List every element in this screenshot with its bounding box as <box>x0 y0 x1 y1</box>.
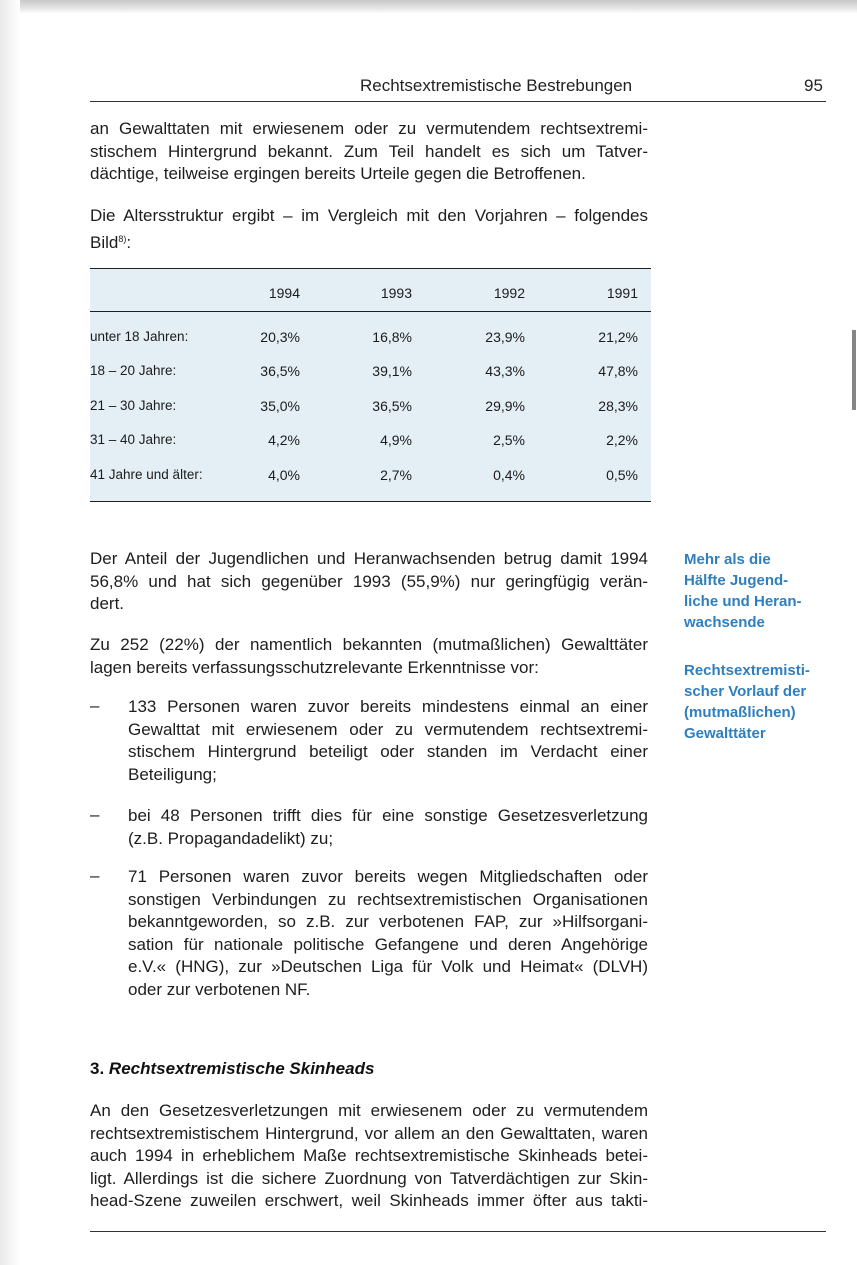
text-line: head-Szene zuweilen erschwert, weil Skinheads immer öfter aus takti- <box>90 1191 648 1210</box>
column-header-1991: 1991 <box>606 285 638 301</box>
table-cell: 21,2% <box>598 329 638 345</box>
list-item <box>128 805 648 850</box>
text-line: sonstigen Verbindungen zu rechtsextremistischen Organisationen <box>128 889 648 909</box>
text-line: 71 Personen waren zuvor bereits wegen Mitgliedschaften oder <box>128 867 648 886</box>
row-label: 41 Jahre und älter: <box>90 467 203 482</box>
section-title: Rechtsextremistische Skinheads <box>108 1059 375 1078</box>
footnote-ref: 8) <box>118 233 127 244</box>
table-cell: 39,1% <box>372 363 412 379</box>
table-cell: 43,3% <box>485 363 525 379</box>
running-title: Rechtsextremistische Bestrebungen <box>360 76 633 95</box>
text-line: 133 Personen waren zuvor bereits mindestens einmal an einer <box>128 697 648 716</box>
header-rule <box>90 101 826 102</box>
table-cell: 4,9% <box>380 432 412 448</box>
scan-shadow-top <box>0 0 857 14</box>
text-line: Beteiligung; <box>128 764 217 784</box>
list-dash: – <box>90 805 100 824</box>
table-cell: 47,8% <box>598 363 638 379</box>
text-line: (z.B. Propagandadelikt) zu; <box>128 828 334 848</box>
scan-edge-mark <box>852 330 856 410</box>
section-number: 3. <box>90 1059 105 1078</box>
section-heading <box>90 1059 374 1079</box>
margin-note-line: Gewalttäter <box>684 725 766 742</box>
skinheads-paragraph <box>90 1100 648 1213</box>
text-line: rechtsextremistischem Hintergrund, vor allem an den Gewalttaten, waren <box>90 1123 648 1143</box>
age-intro-paragraph <box>90 205 648 254</box>
perpetrators-paragraph <box>90 634 648 679</box>
table-cell: 0,4% <box>493 467 525 483</box>
footer-rule <box>90 1231 826 1232</box>
page-number: 95 <box>804 76 823 95</box>
youth-share-paragraph <box>90 548 648 616</box>
table-cell: 2,7% <box>380 467 412 483</box>
margin-note-line: scher Vorlauf der <box>684 683 807 700</box>
text-line: an Gewalttaten mit erwiesenem oder zu vermutendem rechtsextremi- <box>90 119 648 138</box>
margin-note-line: Rechtsextremisti- <box>684 662 810 679</box>
text-line: 56,8% und hat sich gegenüber 1993 (55,9%) nur geringfügig verän- <box>90 571 648 591</box>
text-line: Bild$^{8)}$: <box>90 232 132 252</box>
scan-shadow-left <box>0 0 20 1265</box>
column-header-1992: 1992 <box>493 285 525 301</box>
row-label: 21 – 30 Jahre: <box>90 398 177 413</box>
text-line: lagen bereits verfassungsschutzrelevante Erkenntnisse vor: <box>90 657 539 677</box>
table-cell: 2,5% <box>493 432 525 448</box>
column-header-1993: 1993 <box>380 285 412 301</box>
text-line: oder zur verbotenen NF. <box>128 979 311 999</box>
text-line: stischem Hintergrund beteiligt oder standen im Verdacht einer <box>128 742 648 761</box>
table-cell: 20,3% <box>260 329 300 345</box>
table-cell: 23,9% <box>485 329 525 345</box>
text-line: bekanntgeworden, so z.B. zur verbotenen FAP, zur »Hilfsorgani- <box>128 912 648 931</box>
text-line: stischem Hintergrund bekannt. Zum Teil handelt es sich um Tatver- <box>90 141 648 161</box>
text-line: ligt. Allerdings ist die sichere Zuordnung von Tatverdächtigen zur Skin- <box>90 1168 648 1188</box>
margin-note-youth <box>684 549 849 633</box>
text-line: bei 48 Personen trifft dies für eine sonstige Gesetzesverletzung <box>128 806 648 825</box>
text-line: Gewalttat mit erwiesenem oder zu vermutendem rechtsextremi- <box>128 719 648 739</box>
margin-note-line: liche und Heran- <box>684 593 802 610</box>
row-label: 31 – 40 Jahre: <box>90 432 177 447</box>
table-cell: 0,5% <box>606 467 638 483</box>
table-cell: 36,5% <box>260 363 300 379</box>
table-cell: 35,0% <box>260 398 300 414</box>
table-cell: 36,5% <box>372 398 412 414</box>
margin-note-line: (mutmaßlichen) <box>684 704 796 721</box>
table-rule-header <box>90 311 651 312</box>
table-cell: 28,3% <box>598 398 638 414</box>
text-line: sation für nationale politische Gefangene und deren Angehörige <box>128 934 648 954</box>
margin-note-record <box>684 660 849 744</box>
table-cell: 29,9% <box>485 398 525 414</box>
table-rule-bottom <box>90 501 651 502</box>
text-line: Zu 252 (22%) der namentlich bekannten (mutmaßlichen) Gewalttäter <box>90 635 648 654</box>
text-line: e.V.« (HNG), zur »Deutschen Liga für Volk und Heimat« (DLVH) <box>128 957 648 976</box>
text-line: auch 1994 in erheblichem Maße rechtsextremistische Skinheads betei- <box>90 1146 648 1165</box>
table-cell: 16,8% <box>372 329 412 345</box>
intro-paragraph <box>90 118 648 186</box>
table-cell: 4,2% <box>268 432 300 448</box>
row-label: unter 18 Jahren: <box>90 329 189 344</box>
text-line: dächtige, teilweise ergingen bereits Urteile gegen die Betroffenen. <box>90 164 586 183</box>
row-label: 18 – 20 Jahre: <box>90 363 177 378</box>
margin-note-line: Mehr als die <box>684 551 771 568</box>
margin-note-line: wachsende <box>684 614 765 631</box>
list-dash: – <box>90 696 100 715</box>
text-line: Der Anteil der Jugendlichen und Heranwachsenden betrug damit 1994 <box>90 549 648 568</box>
list-item <box>128 696 648 786</box>
table-rule-top <box>90 268 651 269</box>
column-header-1994: 1994 <box>268 285 300 301</box>
table-cell: 2,2% <box>606 432 638 448</box>
list-dash: – <box>90 866 100 885</box>
text-line: An den Gesetzesverletzungen mit erwiesenem oder zu vermutendem <box>90 1101 648 1120</box>
table-cell: 4,0% <box>268 467 300 483</box>
text-line: dert. <box>90 594 125 613</box>
list-item <box>128 866 648 1001</box>
text-line: Die Altersstruktur ergibt – im Vergleich mit den Vorjahren – folgendes <box>90 206 648 225</box>
margin-note-line: Hälfte Jugend- <box>684 572 789 589</box>
